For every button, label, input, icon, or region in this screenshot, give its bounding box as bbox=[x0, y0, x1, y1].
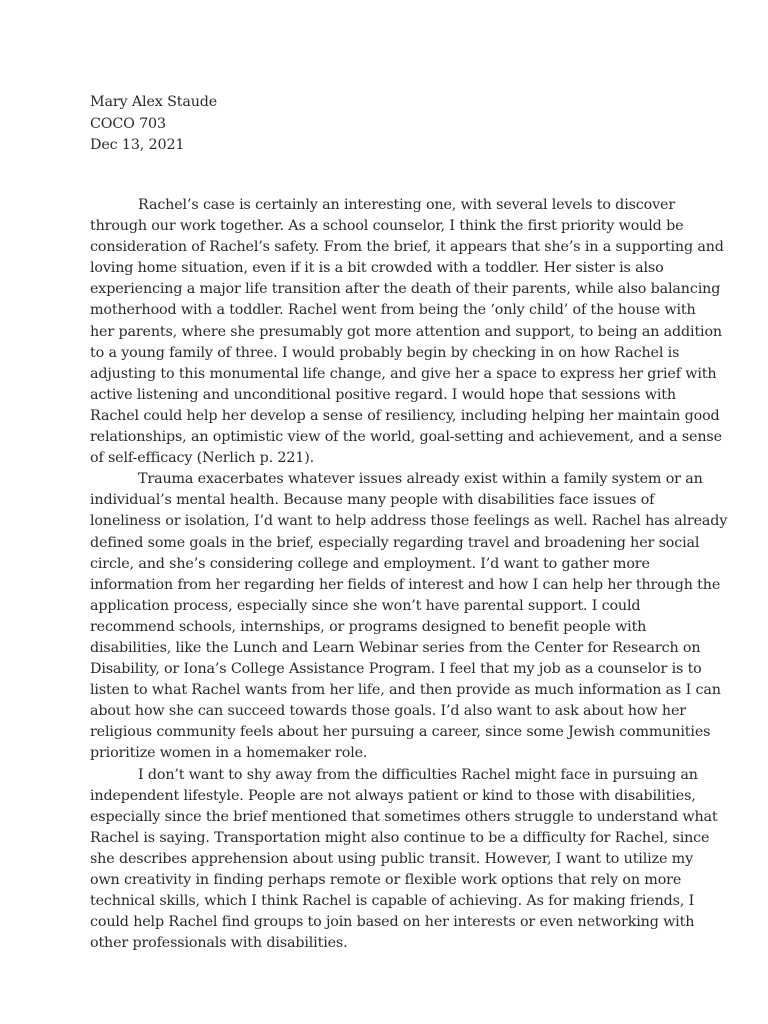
paragraph-line: defined some goals in the brief, especially regarding travel and broadening her social bbox=[90, 534, 700, 551]
paragraph-line: consideration of Rachel’s safety. From the brief, it appears that she’s in a supporting and bbox=[90, 239, 724, 256]
paragraph-line: prioritize women in a homemaker role. bbox=[90, 745, 368, 762]
paragraph-line: religious community feels about her pursuing a career, since some Jewish communities bbox=[90, 724, 711, 741]
document-date: Dec 13, 2021 bbox=[90, 137, 185, 153]
document-header bbox=[90, 92, 217, 157]
body-paragraph bbox=[90, 195, 724, 469]
paragraph-line: about how she can succeed towards those goals. I’d also want to ask about how her bbox=[90, 703, 686, 720]
paragraph-line: Rachel is saying. Transportation might also continue to be a difficulty for Rachel, since bbox=[90, 829, 710, 846]
paragraph-line: Trauma exacerbates whatever issues already exist within a family system or an bbox=[138, 471, 703, 488]
paragraph-line: she describes apprehension about using public transit. However, I want to utilize my bbox=[90, 850, 693, 867]
paragraph-line: independent lifestyle. People are not always patient or kind to those with disabilities, bbox=[90, 787, 696, 804]
paragraph-line: active listening and unconditional positive regard. I would hope that sessions with bbox=[90, 386, 676, 403]
paragraph-line: I don’t want to shy away from the difficulties Rachel might face in pursuing an bbox=[138, 766, 698, 783]
paragraph-line: application process, especially since she won’t have parental support. I could bbox=[90, 597, 641, 614]
author-name: Mary Alex Staude bbox=[90, 94, 218, 110]
paragraph-line: of self-efficacy (Nerlich p. 221). bbox=[90, 450, 315, 467]
course-code: COCO 703 bbox=[90, 115, 166, 132]
paragraph-line: Disability, or Iona’s College Assistance Program. I feel that my job as a counselor is to bbox=[90, 661, 702, 678]
document-body bbox=[90, 195, 728, 954]
paragraph-line: information from her regarding her fields of interest and how I can help her through the bbox=[90, 576, 721, 593]
paragraph-line: Rachel could help her develop a sense of resiliency, including helping her maintain good bbox=[90, 407, 720, 424]
paragraph-line: especially since the brief mentioned that sometimes others struggle to understand what bbox=[90, 808, 718, 825]
paragraph-line: experiencing a major life transition after the death of their parents, while also balancing bbox=[90, 281, 721, 298]
paragraph-line: individual’s mental health. Because many people with disabilities face issues of bbox=[90, 492, 655, 509]
paragraph-line: circle, and she’s considering college and employment. I’d want to gather more bbox=[90, 555, 650, 572]
paragraph-line: other professionals with disabilities. bbox=[90, 935, 348, 952]
paragraph-line: through our work together. As a school counselor, I think the first priority would be bbox=[90, 218, 684, 235]
paragraph-line: to a young family of three. I would probably begin by checking in on how Rachel is bbox=[90, 344, 680, 361]
paragraph-line: her parents, where she presumably got more attention and support, to being an addition bbox=[90, 323, 722, 340]
paragraph-line: listen to what Rachel wants from her life, and then provide as much information as I can bbox=[90, 682, 721, 699]
paragraph-line: loneliness or isolation, I’d want to help address those feelings as well. Rachel has already bbox=[90, 513, 728, 530]
body-paragraph bbox=[90, 765, 718, 955]
paragraph-line: loving home situation, even if it is a bit crowded with a toddler. Her sister is also bbox=[90, 260, 664, 277]
paragraph-line: technical skills, which I think Rachel is capable of achieving. As for making friends, I bbox=[90, 893, 695, 910]
paragraph-line: recommend schools, internships, or programs designed to benefit people with bbox=[90, 618, 647, 635]
paragraph-line: could help Rachel find groups to join based on her interests or even networking with bbox=[90, 914, 695, 931]
paragraph-line: adjusting to this monumental life change, and give her a space to express her grief with bbox=[90, 365, 717, 382]
paragraph-line: relationships, an optimistic view of the world, goal-setting and achievement, and a sense bbox=[90, 429, 722, 446]
paragraph-line: Rachel’s case is certainly an interesting one, with several levels to discover bbox=[138, 197, 676, 213]
body-paragraph bbox=[90, 469, 728, 764]
paragraph-line: motherhood with a toddler. Rachel went from being the ‘only child’ of the house with bbox=[90, 302, 696, 319]
paragraph-line: disabilities, like the Lunch and Learn Webinar series from the Center for Research on bbox=[90, 639, 701, 656]
paragraph-line: own creativity in finding perhaps remote or flexible work options that rely on more bbox=[90, 872, 682, 888]
